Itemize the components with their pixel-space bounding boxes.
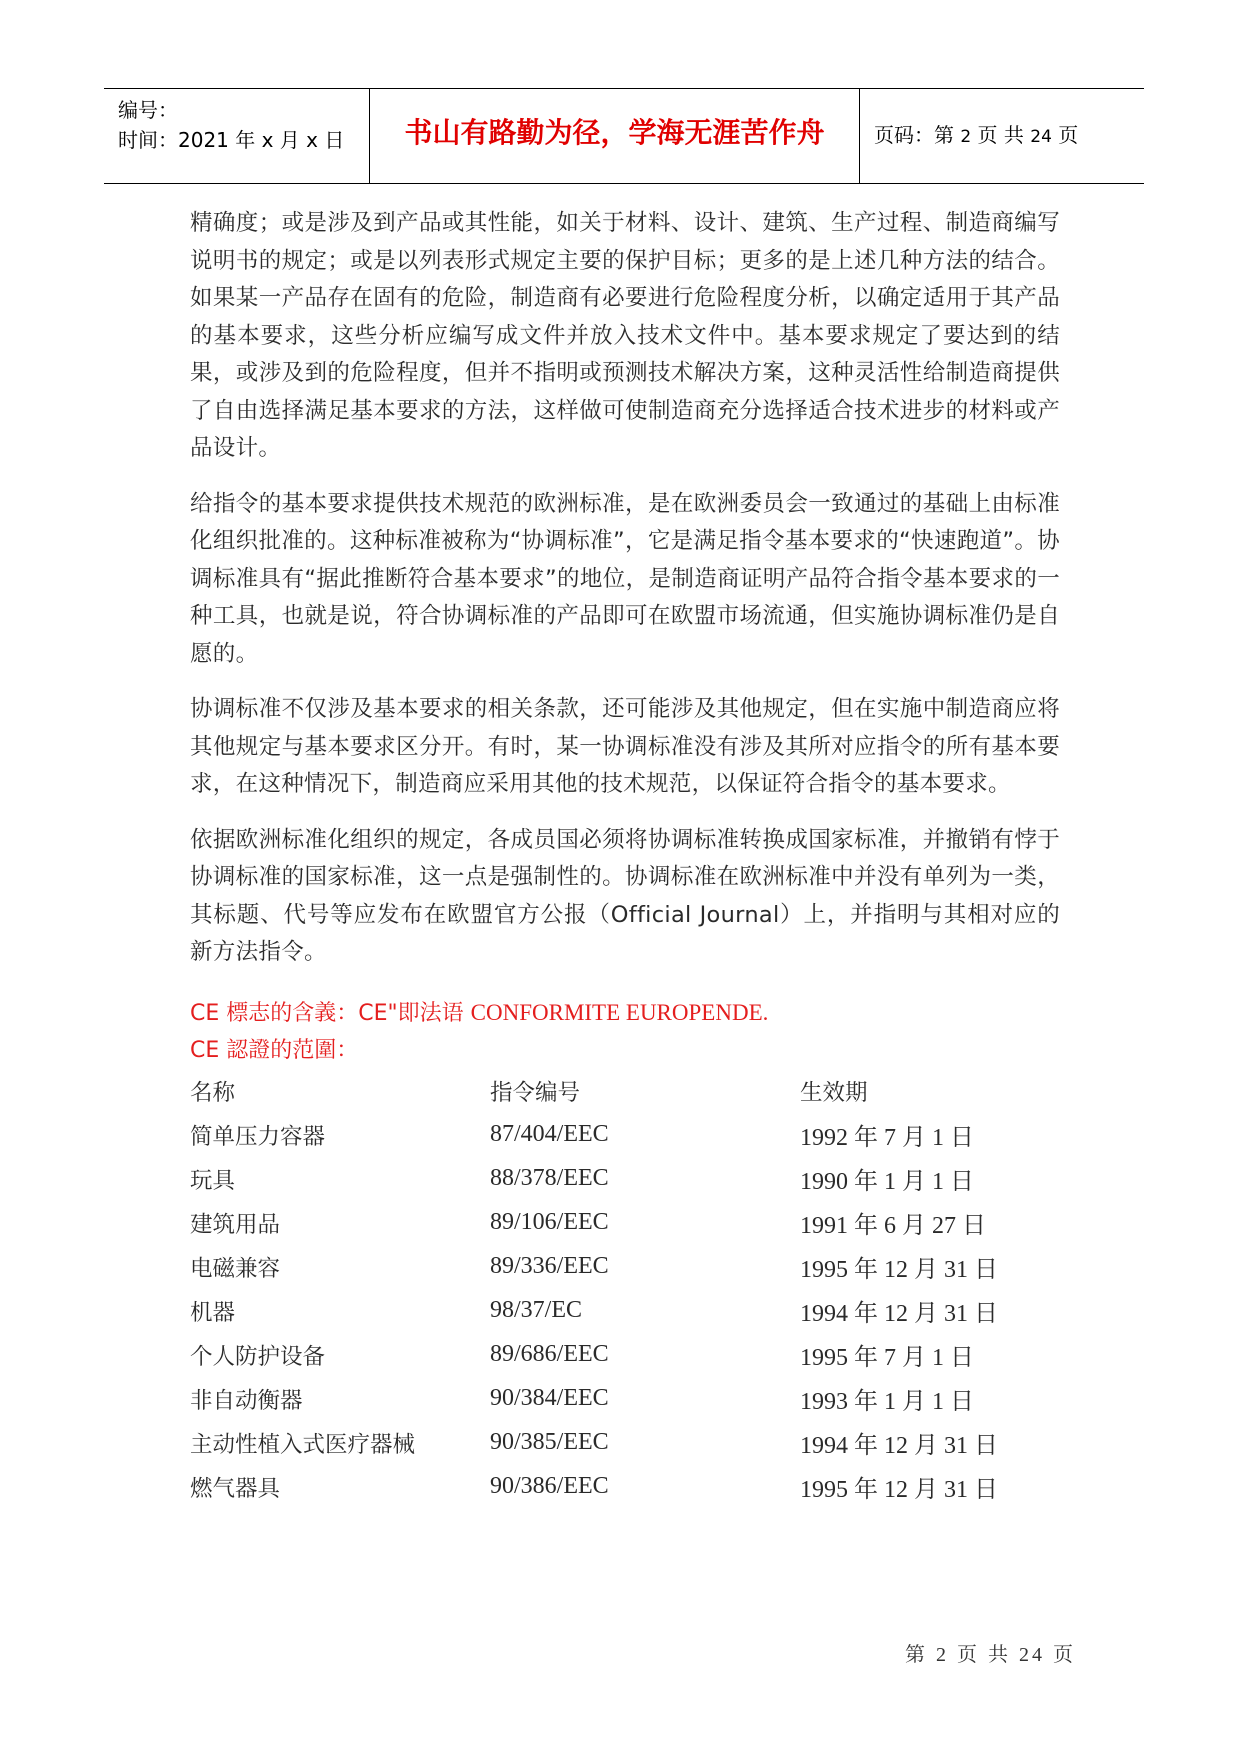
directive-date: 1995 年 12 月 31 日 — [800, 1257, 998, 1283]
body-paragraph: 给指令的基本要求提供技术规范的欧洲标准，是在欧洲委员会一致通过的基础上由标准化组织批准的。这种标准被称为“协调标准”，它是满足指令基本要求的“快速跑道”。协调标准具有“据此推断符合基本要求”的地位，是制造商证明产品符合指令基本要求的一种工具，也就是说，符合协调标准的产品即可在欧盟市场流通，但实施协调标准仍是自愿的。 — [190, 490, 1060, 667]
directive-name: 主动性植入式医疗器械 — [190, 1431, 416, 1458]
directive-code: 89/106/EEC — [490, 1209, 609, 1235]
directive-date: 1991 年 6 月 27 日 — [800, 1213, 986, 1239]
body-paragraph: 协调标准不仅涉及基本要求的相关条款，还可能涉及其他规定，但在实施中制造商应将其他规定与基本要求区分开。有时，某一协调标准没有涉及其所对应指令的所有基本要求，在这种情况下，制造商应采用其他的技术规范，以保证符合指令的基本要求。 — [190, 696, 1060, 797]
page-current: 2 — [960, 127, 972, 147]
directive-code: 90/385/EEC — [490, 1429, 609, 1455]
directive-code: 89/686/EEC — [490, 1341, 609, 1367]
column-header-code: 指令编号 — [490, 1079, 581, 1106]
directive-code: 98/37/EC — [490, 1297, 583, 1323]
header-motto: 书山有路勤为径，学海无涯苦作舟 — [404, 116, 825, 149]
page-footer: 第 2 页 共 24 页 — [905, 1644, 1076, 1666]
directive-name: 个人防护设备 — [190, 1343, 326, 1370]
directive-code: 90/386/EEC — [490, 1473, 609, 1499]
directive-name: 建筑用品 — [190, 1211, 281, 1238]
page-suffix: 页 — [1058, 123, 1079, 147]
directive-name: 非自动衡器 — [190, 1387, 303, 1414]
directive-name: 燃气器具 — [190, 1475, 281, 1502]
table-row — [190, 1157, 1060, 1201]
column-header-name: 名称 — [190, 1079, 236, 1106]
table-header-row — [190, 1069, 1060, 1113]
directive-name: 机器 — [190, 1299, 236, 1326]
header-meta — [118, 95, 368, 155]
table-row — [190, 1377, 1060, 1421]
ce-meaning-prefix: CE 標志的含義：CE"即法语 — [190, 1000, 471, 1026]
directive-date: 1995 年 7 月 1 日 — [800, 1345, 974, 1371]
ce-directive-table — [190, 1069, 1060, 1509]
directive-code: 90/384/EEC — [490, 1385, 609, 1411]
header-divider — [859, 89, 860, 183]
directive-date: 1995 年 12 月 31 日 — [800, 1477, 998, 1503]
header-page-number — [874, 119, 1078, 148]
directive-name: 玩具 — [190, 1167, 236, 1194]
table-row — [190, 1113, 1060, 1157]
table-row — [190, 1201, 1060, 1245]
document-body — [190, 205, 1060, 1509]
document-header — [104, 88, 1144, 184]
directive-date: 1993 年 1 月 1 日 — [800, 1389, 974, 1415]
table-row — [190, 1421, 1060, 1465]
directive-date: 1994 年 12 月 31 日 — [800, 1433, 998, 1459]
table-row — [190, 1289, 1060, 1333]
table-row — [190, 1245, 1060, 1289]
table-row — [190, 1465, 1060, 1509]
doc-time-label: 时间：2021 年 x 月 x 日 — [118, 128, 345, 152]
directive-date: 1990 年 1 月 1 日 — [800, 1169, 974, 1195]
page-mid: 页 共 — [977, 123, 1024, 147]
page-total: 24 — [1030, 127, 1052, 147]
column-header-date: 生效期 — [800, 1079, 868, 1106]
body-paragraph: 依据欧洲标准化组织的规定，各成员国必须将协调标准转换成国家标准，并撤销有悖于协调标准的国家标准，这一点是强制性的。协调标准在欧洲标准中并没有单列为一类，其标题、代号等应发布在欧盟官方公报（Official Journal）上，并指明与其相对应的新方法指令。 — [190, 826, 1060, 965]
directive-date: 1994 年 12 月 31 日 — [800, 1301, 998, 1327]
directive-name: 电磁兼容 — [190, 1255, 281, 1282]
ce-meaning-line — [190, 994, 1060, 1032]
ce-scope-line: CE 認證的范圍： — [190, 1037, 359, 1063]
table-row — [190, 1333, 1060, 1377]
ce-meaning-latin: CONFORMITE EUROPENDE. — [470, 999, 769, 1025]
directive-code: 89/336/EEC — [490, 1253, 609, 1279]
directive-name: 简单压力容器 — [190, 1123, 326, 1150]
page-prefix: 页码：第 — [874, 123, 954, 147]
body-paragraph: 精确度；或是涉及到产品或其性能，如关于材料、设计、建筑、生产过程、制造商编写说明书的规定；或是以列表形式规定主要的保护目标；更多的是上述几种方法的结合。如果某一产品存在固有的危险，制造商有必要进行危险程度分析，以确定适用于其产品的基本要求，这些分析应编写成文件并放入技术文件中。基本要求规定了要达到的结果，或涉及到的危险程度，但并不指明或预测技术解决方案，这种灵活性给制造商提供了自由选择满足基本要求的方法，这样做可使制造商充分选择适合技术进步的材料或产品设计。 — [190, 210, 1060, 461]
directive-code: 87/404/EEC — [490, 1121, 609, 1147]
directive-code: 88/378/EEC — [490, 1165, 609, 1191]
doc-number-label: 编号： — [118, 98, 178, 122]
directive-date: 1992 年 7 月 1 日 — [800, 1125, 974, 1151]
